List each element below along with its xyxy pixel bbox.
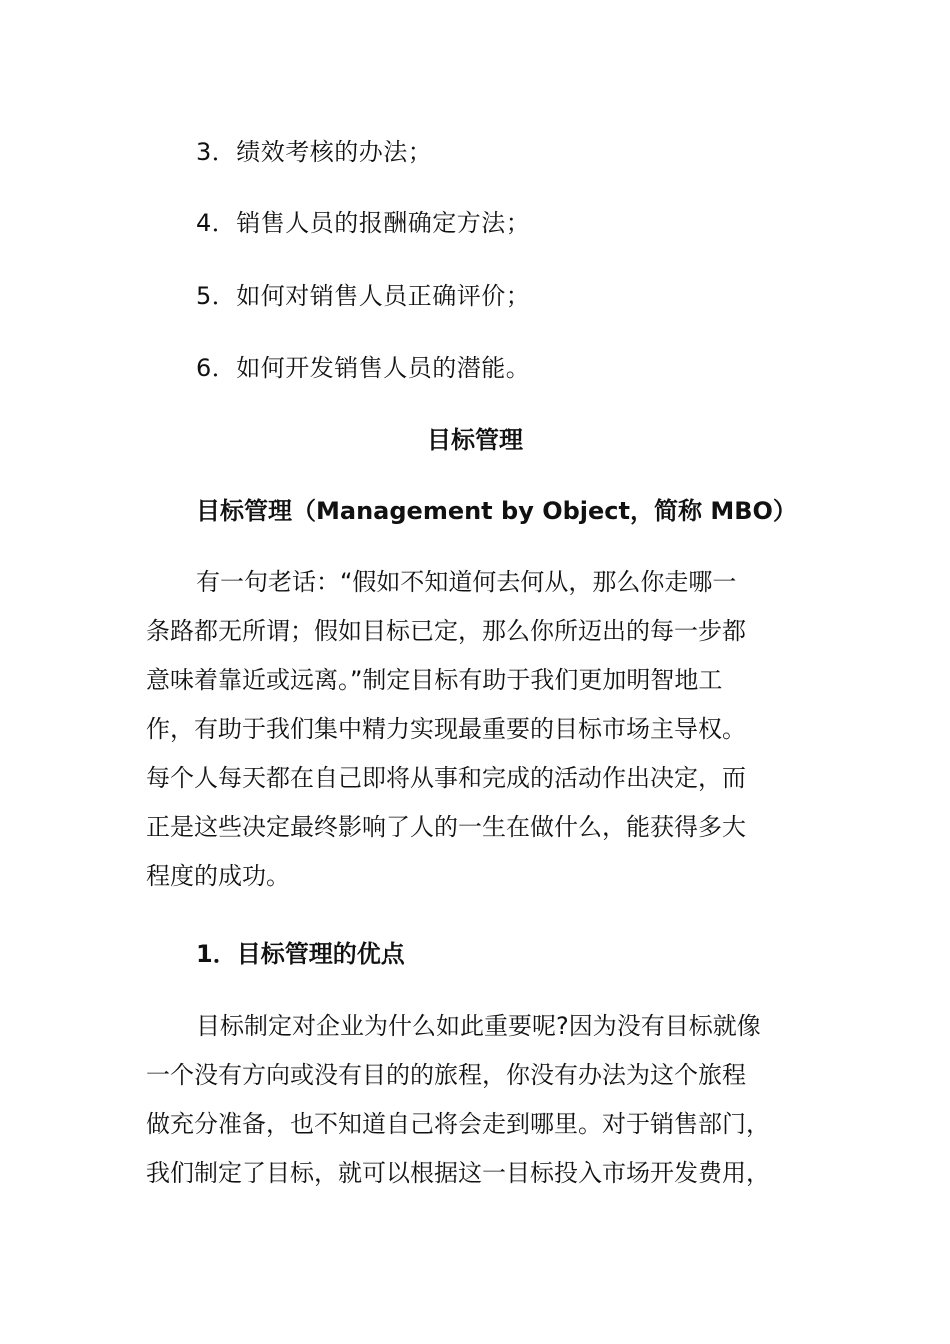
paragraph-advantages [146, 1002, 806, 1198]
list-item-number: 6． [196, 354, 237, 382]
subsection-title: 1．目标管理的优点 [196, 940, 405, 968]
paragraph-line: 每个人每天都在自己即将从事和完成的活动作出决定，而 [146, 764, 746, 792]
list-item [196, 272, 530, 320]
section-title: 目标管理 [427, 426, 523, 454]
paragraph-line: 正是这些决定最终影响了人的一生在做什么，能获得多大 [146, 813, 746, 841]
paragraph-line: 一个没有方向或没有目的的旅程，你没有办法为这个旅程 [146, 1061, 746, 1089]
paragraph-line: 目标制定对企业为什么如此重要呢?因为没有目标就像 [196, 1012, 761, 1040]
section-subtitle: 目标管理（Management by Object，简称 MBO） [196, 497, 797, 525]
paragraph-line: 作，有助于我们集中精力实现最重要的目标市场主导权。 [146, 715, 746, 743]
list-item [196, 344, 530, 392]
list-item [196, 199, 530, 247]
list-item-text: 如何开发销售人员的潜能。 [236, 354, 531, 382]
paragraph-intro [146, 558, 806, 901]
paragraph-line: 我们制定了目标，就可以根据这一目标投入市场开发费用， [146, 1159, 770, 1187]
list-item-number: 3． [196, 138, 237, 166]
paragraph-line: 意味着靠近或远离。”制定目标有助于我们更加明智地工 [146, 666, 723, 694]
paragraph-line: 条路都无所谓；假如目标已定，那么你所迈出的每一步都 [146, 617, 746, 645]
list-item [196, 128, 432, 176]
paragraph-line: 有一句老话：“假如不知道何去何从，那么你走哪一 [196, 568, 737, 596]
paragraph-line: 程度的成功。 [146, 862, 290, 890]
list-item-number: 4． [196, 209, 237, 237]
list-item-text: 如何对销售人员正确评价； [236, 282, 531, 310]
list-item-number: 5． [196, 282, 237, 310]
list-item-text: 绩效考核的办法； [236, 138, 433, 166]
paragraph-line: 做充分准备，也不知道自己将会走到哪里。对于销售部门， [146, 1110, 770, 1138]
list-item-text: 销售人员的报酬确定方法； [236, 209, 531, 237]
